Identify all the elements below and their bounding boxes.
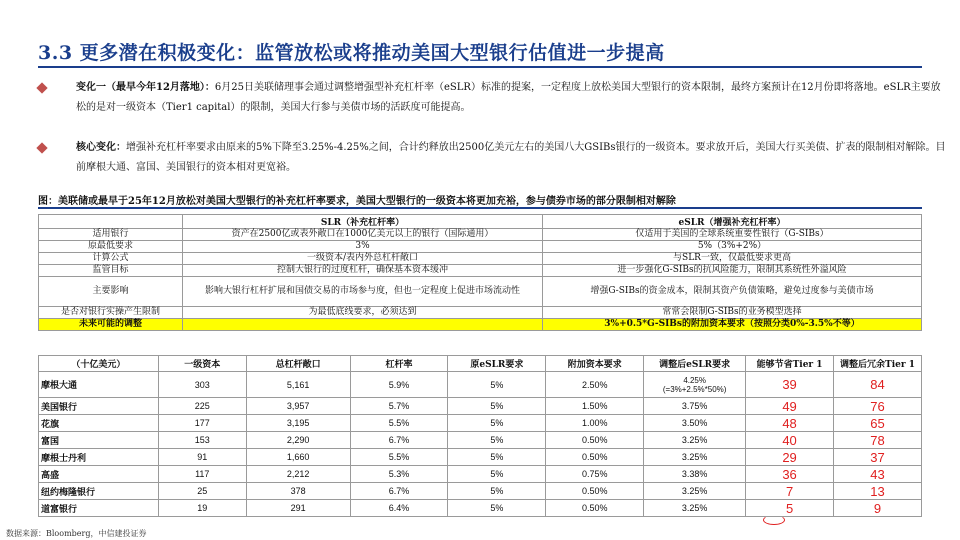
bank-name: 花旗 [39,415,159,432]
tier1-value: 48 [746,415,834,432]
value-cell: 3.25% [644,500,746,517]
value-cell: 0.50% [546,483,644,500]
value-cell: 5% [448,466,546,483]
value-cell: 5.3% [350,466,448,483]
row-label: 主要影响 [39,277,183,307]
row-label: 监管目标 [39,265,183,277]
bank-row [39,449,922,466]
bank-row [39,500,922,517]
value-cell: 225 [158,398,246,415]
eslr-cell: 仅适用于美国的全球系统重要性银行（G-SIBs） [543,229,922,241]
tier1-value: 76 [834,398,922,415]
slr-comparison-table [38,214,922,331]
value-cell: 3,957 [246,398,350,415]
tier1-value: 7 [746,483,834,500]
bullet-heading: 核心变化： [76,142,126,153]
row-label: 计算公式 [39,253,183,265]
value-cell: 5,161 [246,372,350,398]
value-cell: 5.7% [350,398,448,415]
value-cell: 177 [158,415,246,432]
value-cell: 1.50% [546,398,644,415]
value-cell: 5% [448,432,546,449]
comparison-row [39,253,922,265]
value-cell: 2.50% [546,372,644,398]
bank-row [39,415,922,432]
tier1-value: 65 [834,415,922,432]
tier1-value: 29 [746,449,834,466]
eslr-cell: 与SLR一致，仅最低要求更高 [543,253,922,265]
row-label: 是否对银行实操产生限制 [39,307,183,319]
value-cell: 2,290 [246,432,350,449]
tier1-value: 9 [834,500,922,517]
bank-name: 富国 [39,432,159,449]
slr-cell: 一级资本/表内外总杠杆敞口 [183,253,543,265]
value-cell: 3,195 [246,415,350,432]
comparison-header-row [39,215,922,229]
data-source-note: 数据来源：Bloomberg，中信建投证券 [6,529,147,538]
eslr-cell: 增强G-SIBs的资金成本，限制其资产负债策略，避免过度参与美债市场 [543,277,922,307]
capital-header-cell: 调整后eSLR要求 [644,356,746,372]
bullet-core-change [38,138,948,178]
comparison-row [39,265,922,277]
bank-capital-table [38,355,922,517]
value-cell: 6.4% [350,500,448,517]
value-cell: 1,660 [246,449,350,466]
value-cell: 0.50% [546,432,644,449]
slr-cell: 为最低底线要求，必须达到 [183,307,543,319]
slr-cell [183,319,543,331]
title-divider [38,66,922,68]
value-cell: 19 [158,500,246,517]
value-cell: 117 [158,466,246,483]
eslr-cell: 3%+0.5*G-SIBs的附加资本要求（按照分类0%-3.5%不等） [543,319,922,331]
value-cell: 6.7% [350,483,448,500]
bank-name: 纽约梅隆银行 [39,483,159,500]
comparison-highlight-row [39,319,922,331]
figure-divider [38,207,922,209]
slr-cell: 资产在2500亿或表外敞口在1000亿美元以上的银行（国际通用） [183,229,543,241]
value-cell: 291 [246,500,350,517]
value-cell: 5.5% [350,449,448,466]
value-cell: 0.50% [546,449,644,466]
row-label: 原最低要求 [39,241,183,253]
bank-row [39,398,922,415]
eslr-cell: 5%（3%+2%） [543,241,922,253]
value-cell: 3.50% [644,415,746,432]
capital-header-cell: （十亿美元） [39,356,159,372]
slr-cell: 3% [183,241,543,253]
page-title: 3.3 更多潜在积极变化：监管放松或将推动美国大型银行估值进一步提高 [38,42,665,64]
comparison-row [39,277,922,307]
value-cell: 5% [448,483,546,500]
bullet-heading: 变化一（最早今年12月落地）： [76,82,215,93]
eslr-cell: 常常会限制G-SIBs的业务模型选择 [543,307,922,319]
capital-header-cell: 调整后冗余Tier 1 [834,356,922,372]
value-cell: 1.00% [546,415,644,432]
value-cell: 91 [158,449,246,466]
value-cell: 3.25% [644,483,746,500]
tier1-value: 40 [746,432,834,449]
capital-header-cell: 一级资本 [158,356,246,372]
value-cell: 5% [448,500,546,517]
capital-header-cell: 杠杆率 [350,356,448,372]
value-cell: 0.75% [546,466,644,483]
tier1-value: 39 [746,372,834,398]
bullet-text: 6月25日美联储理事会通过调整增强型补充杠杆率（eSLR）标准的提案，一定程度上放松美国大型银行的资本限制，最终方案预计在12月份即将落地。eSLR主要放松的是对一级资本（Tier1 capital）的限制，美国大行参与美债市场的活跃度可能提高。 [76,82,941,113]
row-label: 未来可能的调整 [39,319,183,331]
slr-cell: 影响大银行杠杆扩展和国债交易的市场参与度，但也一定程度上促进市场流动性 [183,277,543,307]
red-annotation-mark [763,515,785,525]
capital-header-cell: 附加资本要求 [546,356,644,372]
bank-name: 摩根士丹利 [39,449,159,466]
tier1-value: 84 [834,372,922,398]
bank-name: 道富银行 [39,500,159,517]
bank-row [39,432,922,449]
value-cell: 5% [448,449,546,466]
capital-header-cell: 总杠杆敞口 [246,356,350,372]
bank-name: 美国银行 [39,398,159,415]
comparison-header-eslr: eSLR（增强补充杠杆率） [543,215,922,229]
value-cell: 5% [448,415,546,432]
value-cell: 2,212 [246,466,350,483]
tier1-value: 43 [834,466,922,483]
comparison-row [39,307,922,319]
capital-header-cell: 能够节省Tier 1 [746,356,834,372]
value-cell: 5% [448,398,546,415]
bank-row [39,372,922,398]
value-cell: 3.75% [644,398,746,415]
eslr-cell: 进一步强化G-SIBs的抗风险能力，限制其系统性外溢风险 [543,265,922,277]
comparison-header-blank [39,215,183,229]
comparison-row [39,241,922,253]
bank-row [39,466,922,483]
diamond-bullet-icon [36,142,47,153]
value-cell: 0.50% [546,500,644,517]
tier1-value: 37 [834,449,922,466]
tier1-value: 5 [746,500,834,517]
value-cell: 4.25% (=3%+2.5%*50%) [644,372,746,398]
value-cell: 6.7% [350,432,448,449]
bullet-text: 增强补充杠杆率要求由原来的5%下降至3.25%-4.25%之间，合计约释放出2500亿美元左右的美国八大GSIBs银行的一级资本。要求放开后，美国大行买美债、扩表的限制相对解除。目前摩根大通、富国、美国银行的资本相对更宽裕。 [76,142,946,173]
value-cell: 5.5% [350,415,448,432]
value-cell: 378 [246,483,350,500]
capital-header-cell: 原eSLR要求 [448,356,546,372]
value-cell: 3.25% [644,449,746,466]
bank-row [39,483,922,500]
tier1-value: 49 [746,398,834,415]
bank-name: 高盛 [39,466,159,483]
comparison-header-slr: SLR（补充杠杆率） [183,215,543,229]
bullet-change-one [38,78,948,118]
value-cell: 5.9% [350,372,448,398]
value-cell: 5% [448,372,546,398]
value-cell: 303 [158,372,246,398]
comparison-row [39,229,922,241]
value-cell: 25 [158,483,246,500]
slr-cell: 控制大银行的过度杠杆，确保基本资本缓冲 [183,265,543,277]
bank-name: 摩根大通 [39,372,159,398]
capital-header-row [39,356,922,372]
row-label: 适用银行 [39,229,183,241]
tier1-value: 36 [746,466,834,483]
value-cell: 3.25% [644,432,746,449]
value-cell: 153 [158,432,246,449]
diamond-bullet-icon [36,82,47,93]
tier1-value: 13 [834,483,922,500]
figure-title: 图：美联储或最早于25年12月放松对美国大型银行的补充杠杆率要求，美国大型银行的一级资本将更加充裕，参与债券市场的部分限制相对解除 [38,196,676,207]
value-cell: 3.38% [644,466,746,483]
tier1-value: 78 [834,432,922,449]
